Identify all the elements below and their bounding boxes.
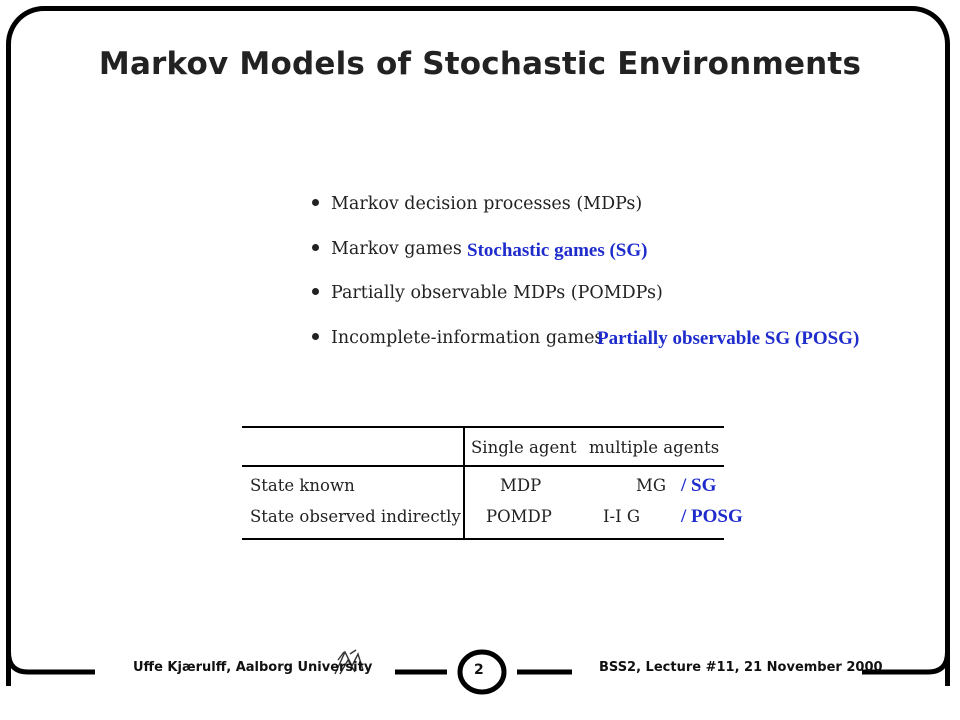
bullet-item xyxy=(312,239,462,259)
bullet-dot-icon xyxy=(312,199,319,206)
bullet-text: Markov games xyxy=(331,239,462,259)
table-bottom-rule xyxy=(242,538,724,540)
slide-title: Markov Models of Stochastic Environments xyxy=(98,46,862,82)
table-cell-multiple: I-I G xyxy=(603,507,641,526)
bullet-dot-icon xyxy=(312,333,319,340)
footer-author: Uffe Kjærulff, Aalborg University xyxy=(133,660,373,675)
bullet-dot-icon xyxy=(312,244,319,251)
annotation-sg: / SG xyxy=(681,475,717,496)
table-top-rule xyxy=(242,426,724,428)
bullet-item xyxy=(312,194,642,214)
bullet-text: Incomplete-information games xyxy=(331,328,604,348)
bullet-item xyxy=(312,283,663,303)
page-number: 2 xyxy=(474,662,484,678)
table-row-label: State known xyxy=(250,476,355,495)
annotation-posg: Partially observable SG (POSG) xyxy=(597,328,860,349)
bullet-item xyxy=(312,328,603,348)
table-cell-single: MDP xyxy=(500,476,542,495)
annotation-posg-table: / POSG xyxy=(681,506,743,527)
table-header-rule xyxy=(242,465,724,467)
footer-lecture-info: BSS2, Lecture #11, 21 November 2000 xyxy=(599,660,883,675)
table-header-single: Single agent xyxy=(471,438,577,457)
bullet-dot-icon xyxy=(312,288,319,295)
table-cell-single: POMDP xyxy=(486,507,552,526)
bullet-text: Markov decision processes (MDPs) xyxy=(331,194,643,214)
table-cell-multiple: MG xyxy=(636,476,667,495)
table-row-label: State observed indirectly xyxy=(250,507,461,526)
bullet-text: Partially observable MDPs (POMDPs) xyxy=(331,283,663,303)
annotation-stochastic-games: Stochastic games (SG) xyxy=(467,240,648,261)
table-header-multiple: multiple agents xyxy=(589,438,720,457)
table-column-divider xyxy=(463,426,465,540)
